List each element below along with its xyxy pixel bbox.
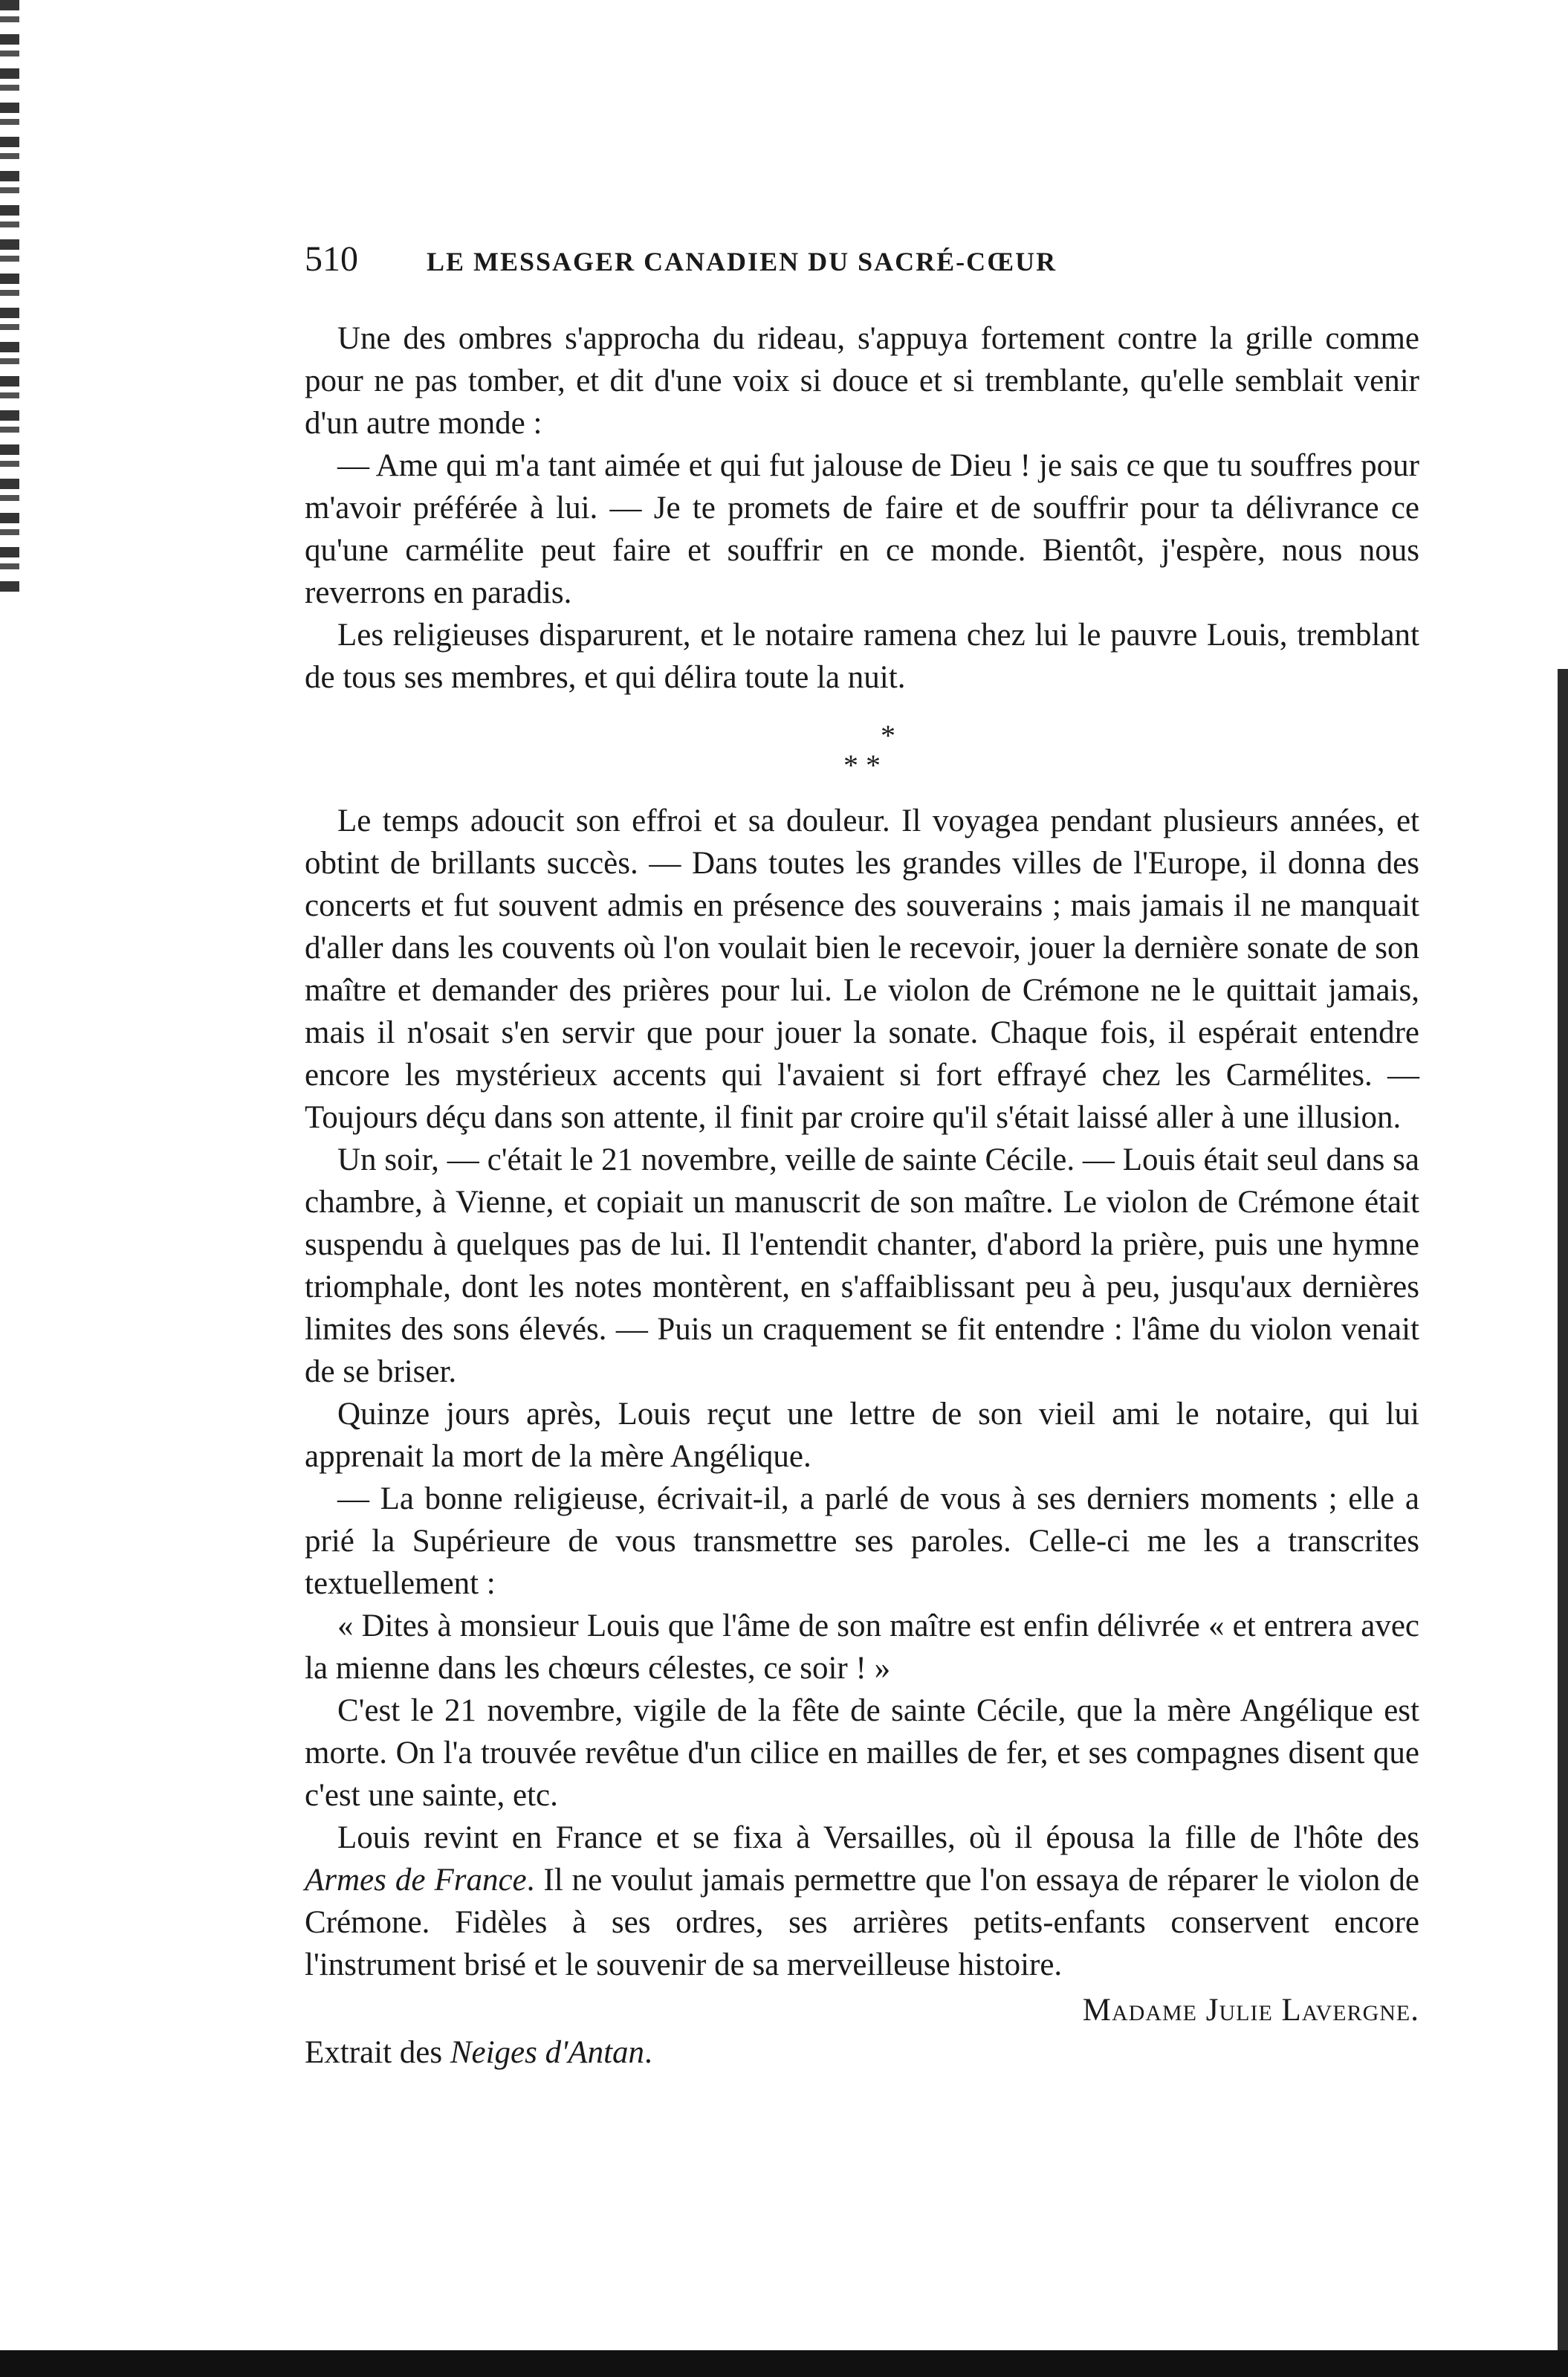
source-attribution	[305, 2031, 1419, 2074]
paragraph: Le temps adoucit son effroi et sa douleur. Il voyagea pendant plusieurs années, et obtint de brillants succès. — Dans toutes les grandes villes de l'Europe, il donna des concerts et fut souvent admis en présence des souverains ; mais jamais il ne manquait d'aller dans les couvents où l'on voulait bien le recevoir, jouer la dernière sonate de son maître et demander des prières pour lui. Le violon de Crémone ne le quittait jamais, mais il n'osait s'en servir que pour jouer la sonate. Chaque fois, il espérait entendre encore les mystérieux accents qui l'avaient si fort effrayé chez les Carmélites. — Toujours déçu dans son attente, il finit par croire qu'il s'était laissé aller à une illusion.	[305, 803, 1419, 1135]
running-head: LE MESSAGER CANADIEN DU SACRÉ-CŒUR	[427, 247, 1057, 276]
quoted-message: « Dites à monsieur Louis que l'âme de son maître est enfin délivrée « et entrera avec la mienne dans les chœurs célestes, ce soir ! »	[305, 1608, 1419, 1686]
section-separator	[305, 721, 1419, 780]
paragraph: — Ame qui m'a tant aimée et qui fut jalouse de Dieu ! je sais ce que tu souffres pour m'avoir préférée à lui. — Je te promets de faire et de souffrir pour ta délivrance ce qu'une carmélite peut faire et souffrir en ce monde. Bientôt, j'espère, nous nous reverrons en paradis.	[305, 448, 1419, 610]
scan-edge-left	[0, 0, 19, 595]
scan-edge-bottom	[0, 2350, 1568, 2377]
source-prefix: Extrait des	[305, 2035, 450, 2070]
paragraph	[305, 1817, 1419, 1986]
separator-asterisks-bottom: * *	[843, 748, 881, 782]
scan-edge-right	[1558, 669, 1568, 2377]
inn-name: Armes de France	[305, 1863, 527, 1898]
paragraph: — La bonne religieuse, écrivait-il, a parlé de vous à ses derniers moments ; elle a prié la Supérieure de vous transmettre ses paroles. Celle-ci me les a transcrites textuellement :	[305, 1481, 1419, 1601]
page-header	[305, 238, 1419, 283]
paragraph: Les religieuses disparurent, et le notaire ramena chez lui le pauvre Louis, tremblant de tous ses membres, et qui délira toute la nuit.	[305, 618, 1419, 695]
paragraph-text: . Il ne voulut jamais permettre que l'on essaya de réparer le violon de Crémone. Fidèles à ses ordres, ses arrières petits-enfants conservent encore l'instrument brisé et le souvenir de sa merveilleuse histoire.	[305, 1863, 1419, 1982]
page-number: 510	[305, 239, 358, 279]
paragraph-text: Louis revint en France et se fixa à Versailles, où il épousa la fille de l'hôte des	[337, 1820, 1419, 1855]
article-body	[305, 238, 1419, 2074]
separator-asterisk-top: *	[881, 719, 895, 752]
paragraph: Un soir, — c'était le 21 novembre, veille de sainte Cécile. — Louis était seul dans sa chambre, à Vienne, et copiait un manuscrit de son maître. Le violon de Crémone était suspendu à quelques pas de lui. Il l'entendit chanter, d'abord la prière, puis une hymne triomphale, dont les notes montèrent, en s'affaiblissant peu à peu, jusqu'aux dernières limites des sons élevés. — Puis un craquement se fit entendre : l'âme du violon venait de se briser.	[305, 1142, 1419, 1389]
source-title: Neiges d'Antan	[450, 2035, 645, 2070]
paragraph: Quinze jours après, Louis reçut une lettre de son vieil ami le notaire, qui lui apprenait la mort de la mère Angélique.	[305, 1397, 1419, 1474]
source-suffix: .	[644, 2035, 652, 2070]
paragraph: C'est le 21 novembre, vigile de la fête de sainte Cécile, que la mère Angélique est morte. On l'a trouvée revêtue d'un cilice en mailles de fer, et ses compagnes disent que c'est une sainte, etc.	[305, 1693, 1419, 1813]
author-signature: Madame Julie Lavergne.	[1082, 1993, 1419, 2028]
paragraph: Une des ombres s'approcha du rideau, s'appuya fortement contre la grille comme pour ne pas tomber, et dit d'une voix si douce et si tremblante, qu'elle semblait venir d'un autre monde :	[305, 321, 1419, 441]
